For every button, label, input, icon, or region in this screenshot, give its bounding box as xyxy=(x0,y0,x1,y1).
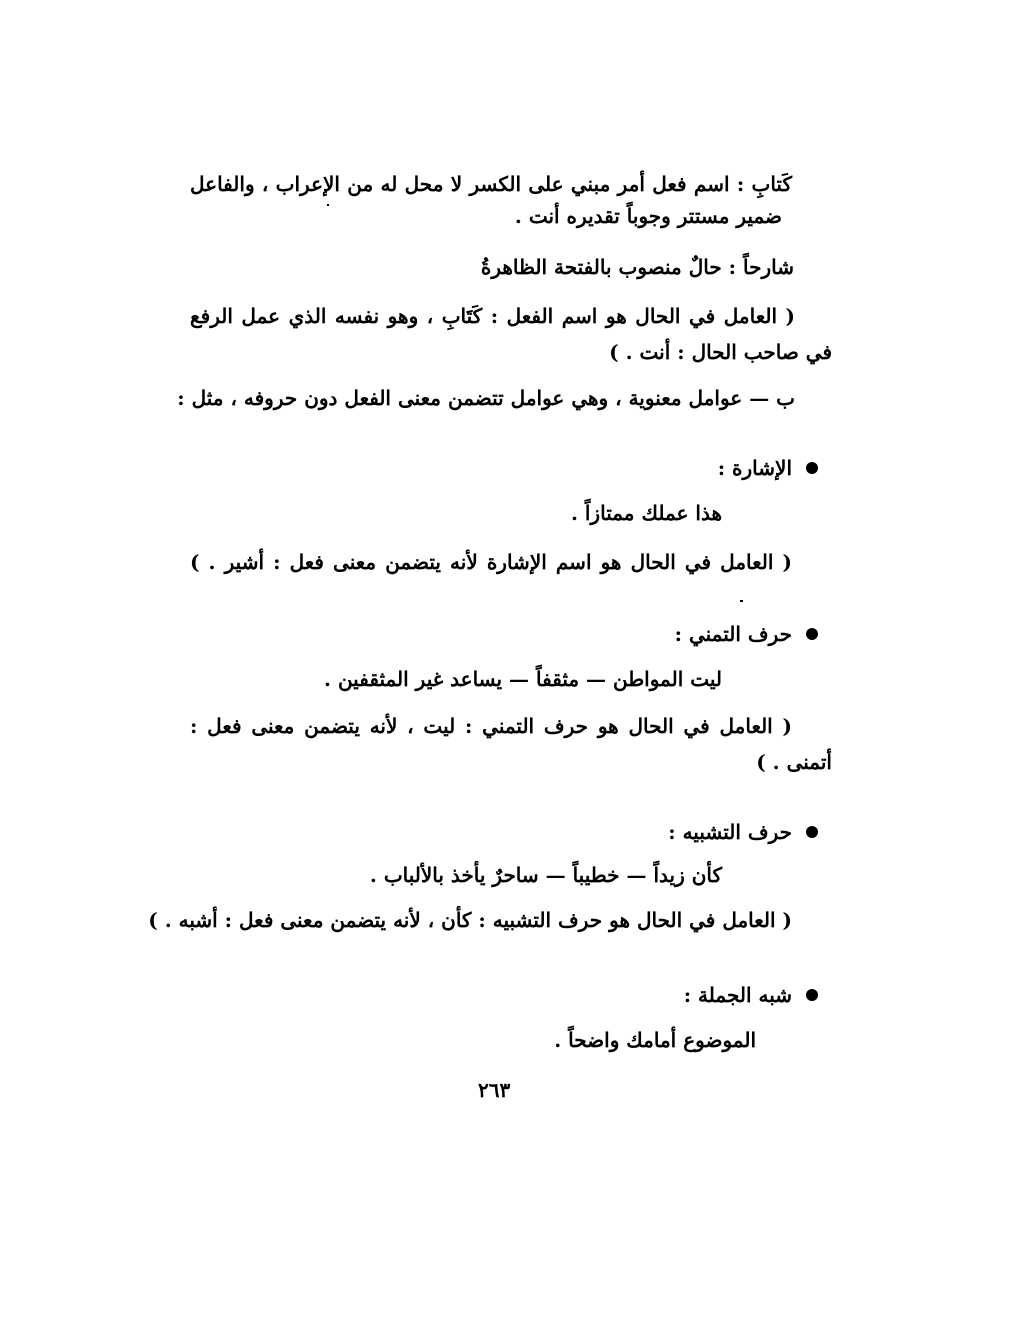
paragraph-amil-line2: في صاحب الحال : أنت . ) xyxy=(609,340,832,364)
paragraph-amil-line1: ( العامل في الحال هو اسم الفعل : كَتَابِ ، وهو نفسه الذي عمل الرفع xyxy=(190,304,795,328)
section-heading-tashbih xyxy=(668,818,818,846)
section-heading-tamanni xyxy=(675,620,818,648)
bullet-icon xyxy=(806,462,818,474)
section-example-tashbih: كأن زيداً — خطيباً — ساحرٌ يأخذ بالألباب . xyxy=(369,863,722,887)
section-example-tamanni: ليت المواطن — مثقفاً — يساعد غير المثقفين . xyxy=(324,667,722,691)
paragraph-kataab-line2: ضمير مستتر وجوباً تقديره أنت . xyxy=(514,204,782,228)
section-heading-label: شبه الجملة : xyxy=(683,983,792,1007)
section-example-ishara: هذا عملك ممتازاً . xyxy=(570,501,722,525)
bullet-icon xyxy=(806,826,818,838)
section-heading-ishara xyxy=(718,454,818,482)
section-heading-shibh-jumla xyxy=(684,981,818,1009)
section-explanation-tashbih: ( العامل في الحال هو حرف التشبيه : كأن ، لأنه يتضمن معنى فعل : أشبه . ) xyxy=(148,908,792,932)
scan-speck xyxy=(740,600,743,602)
paragraph-sharihan: شارحاً : حالٌ منصوب بالفتحة الظاهرةُ xyxy=(480,255,794,279)
section-heading-label: حرف التشبيه : xyxy=(668,820,792,844)
bullet-icon xyxy=(806,628,818,640)
section-explanation-tamanni-line1: ( العامل في الحال هو حرف التمني : ليت ، لأنه يتضمن معنى فعل : xyxy=(190,714,792,738)
bullet-icon xyxy=(806,989,818,1001)
section-explanation-tamanni-line2: أتمنى . ) xyxy=(756,750,832,774)
paragraph-kataab-line1: كَتابِ : اسم فعل أمر مبني على الكسر لا محل له من الإعراب ، والفاعل xyxy=(190,172,792,196)
section-explanation-ishara: ( العامل في الحال هو اسم الإشارة لأنه يتضمن معنى فعل : أشير . ) xyxy=(190,550,792,574)
section-example-shibh-jumla: الموضوع أمامك واضحاً . xyxy=(554,1028,756,1052)
scan-speck xyxy=(327,204,329,206)
page-number: ٢٦٣ xyxy=(478,1078,511,1102)
paragraph-b-awamil: ب — عوامل معنوية ، وهي عوامل تتضمن معنى الفعل دون حروفه ، مثل : xyxy=(177,386,795,410)
section-heading-label: حرف التمني : xyxy=(674,622,792,646)
section-heading-label: الإشارة : xyxy=(717,456,792,480)
